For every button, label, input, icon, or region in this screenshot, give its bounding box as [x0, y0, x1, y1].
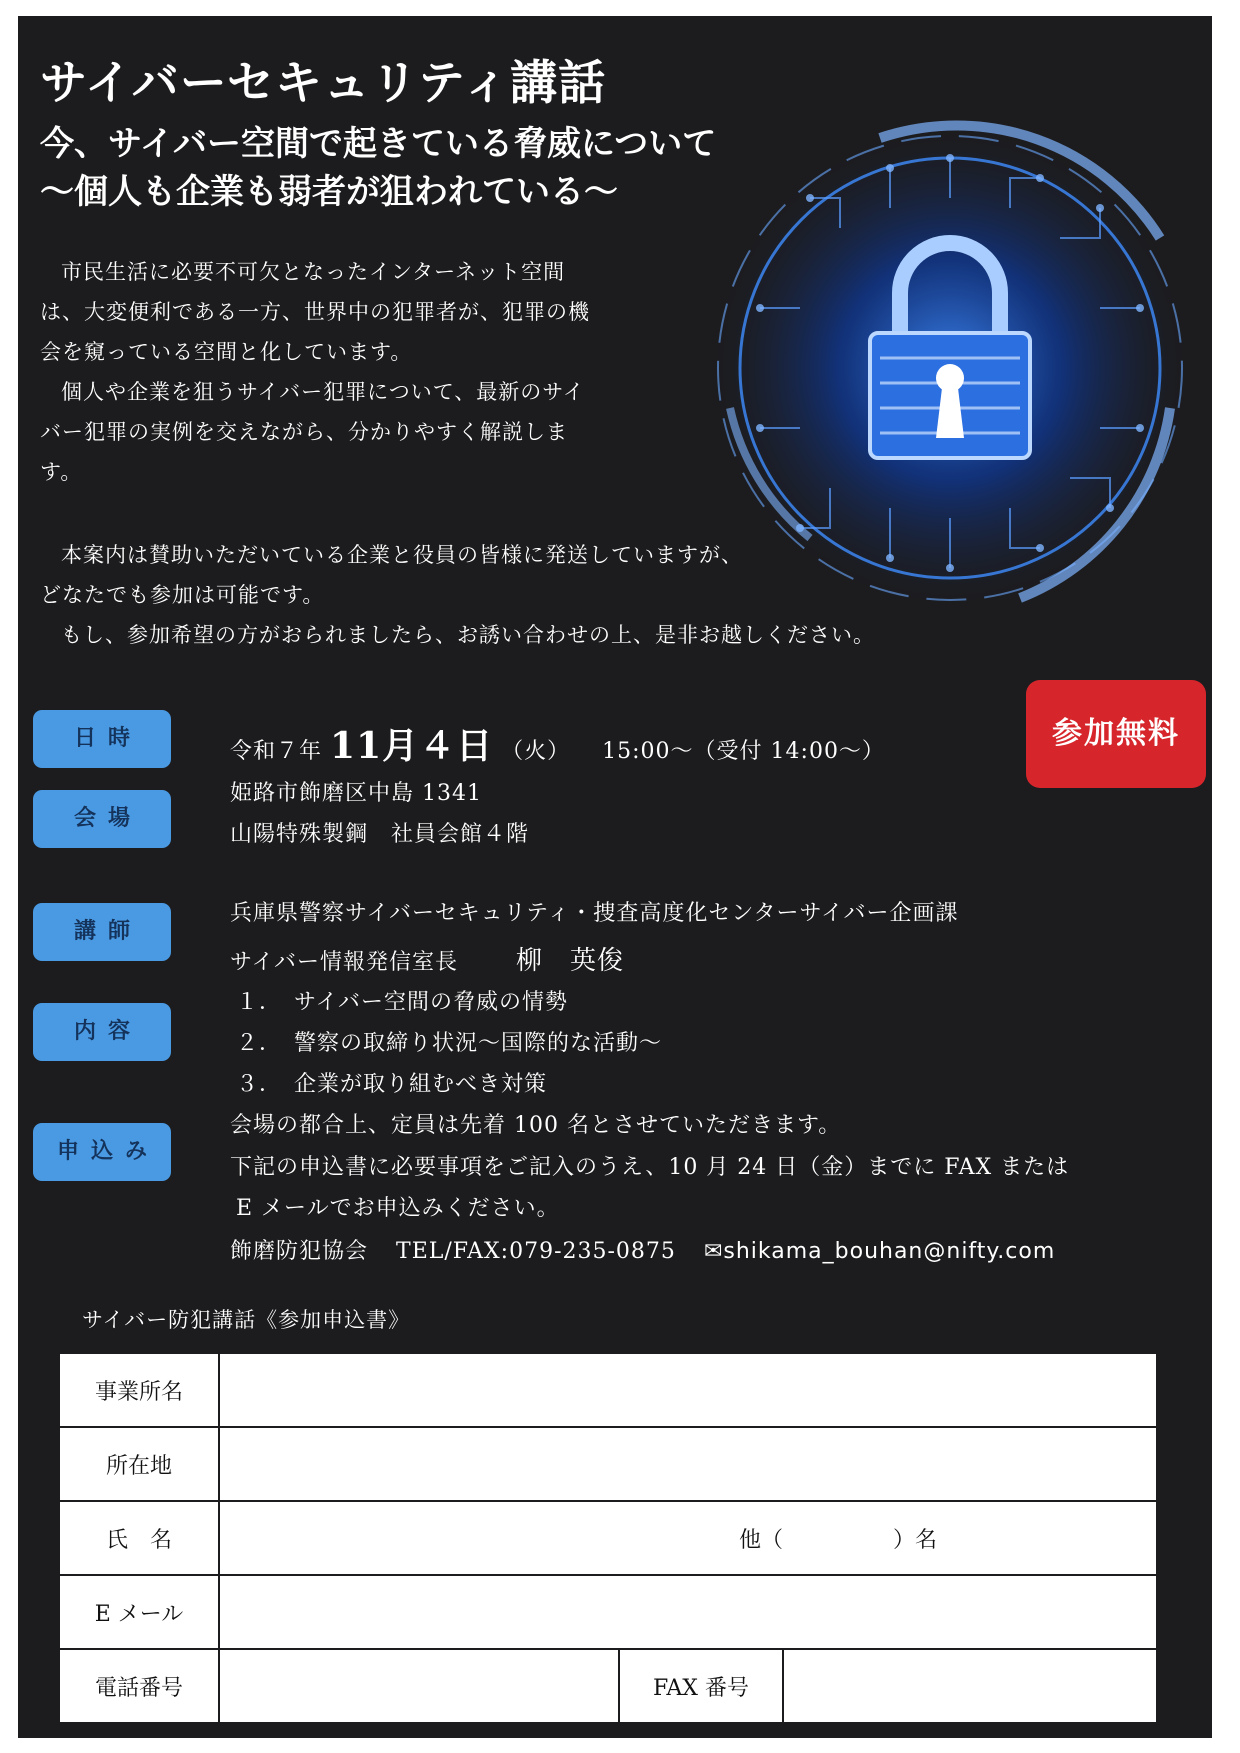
- content-item: １． サイバー空間の脅威の情勢: [236, 990, 569, 1015]
- address-field[interactable]: [219, 1427, 1157, 1501]
- contact-organization: 飾磨防犯協会: [230, 1239, 369, 1264]
- fax-label: FAX 番号: [619, 1649, 783, 1723]
- event-weekday: （火）: [501, 739, 571, 764]
- contact-telfax: TEL/FAX:079-235-0875: [396, 1239, 676, 1264]
- subtitle-line-1: 今、サイバー空間で起きている脅威について: [40, 124, 717, 164]
- notice-text: [40, 535, 990, 655]
- event-datetime: [230, 718, 885, 769]
- name-field[interactable]: [219, 1501, 1157, 1575]
- phone-field[interactable]: [219, 1649, 619, 1723]
- form-row-phone-fax: [59, 1649, 1157, 1723]
- page-title: サイバーセキュリティ講話: [40, 56, 607, 111]
- address-label: 所在地: [59, 1427, 219, 1501]
- venue-building: 山陽特殊製鋼 社員会館４階: [230, 822, 530, 847]
- form-row-address: [59, 1427, 1157, 1501]
- name-label: 氏 名: [59, 1501, 219, 1575]
- event-date: 11月４日: [330, 725, 494, 767]
- intro-paragraph-1: 市民生活に必要不可欠となったインターネット空間は、大変便利である一方、世界中の犯罪者が、犯罪の機会を窺っている空間と化しています。: [40, 260, 590, 364]
- form-row-name: [59, 1501, 1157, 1575]
- company-field[interactable]: [219, 1353, 1157, 1427]
- notice-line-1: 本案内は賛助いただいている企業と役員の皆様に発送していますが、: [61, 543, 743, 567]
- form-caption: サイバー防犯講話《参加申込書》: [82, 1308, 411, 1332]
- apply-contact: [230, 1234, 1055, 1265]
- mail-icon: ✉: [703, 1239, 724, 1264]
- phone-label: 電話番号: [59, 1649, 219, 1723]
- label-content: 内容: [33, 1003, 171, 1061]
- application-form: [58, 1352, 1158, 1724]
- label-venue: 会場: [33, 790, 171, 848]
- apply-instruction-1: 下記の申込書に必要事項をご記入のうえ、10 月 24 日（金）までに FAX または: [230, 1155, 1070, 1180]
- free-admission-badge: 参加無料: [1026, 680, 1206, 788]
- venue-address: 姫路市飾磨区中島 1341: [230, 781, 482, 806]
- content-item: ２． 警察の取締り状況～国際的な活動～: [236, 1031, 663, 1056]
- others-count-text: 他（ ）名: [739, 1527, 938, 1553]
- contact-email[interactable]: shikama_bouhan@nifty.com: [723, 1239, 1056, 1264]
- email-label: E メール: [59, 1575, 219, 1649]
- fax-field[interactable]: [783, 1649, 1157, 1723]
- subtitle: [40, 120, 716, 216]
- era-year: 令和７年: [230, 739, 323, 764]
- form-row-company: [59, 1353, 1157, 1427]
- form-row-email: [59, 1575, 1157, 1649]
- company-label: 事業所名: [59, 1353, 219, 1427]
- speaker-organization: 兵庫県警察サイバーセキュリティ・捜査高度化センターサイバー企画課: [230, 901, 959, 926]
- email-field[interactable]: [219, 1575, 1157, 1649]
- event-time: 15:00～（受付 14:00～）: [602, 739, 885, 764]
- content-item: ３． 企業が取り組むべき対策: [236, 1072, 548, 1097]
- label-speaker: 講師: [33, 903, 171, 961]
- notice-line-2: どなたでも参加は可能です。: [40, 583, 325, 607]
- intro-paragraph-2: 個人や企業を狙うサイバー犯罪について、最新のサイバー犯罪の実例を交えながら、分かりやすく解説します。: [40, 380, 585, 484]
- speaker-name: 柳 英俊: [516, 946, 625, 976]
- notice-line-3: もし、参加希望の方がおられましたら、お誘い合わせの上、是非お越しください。: [61, 623, 875, 647]
- speaker-line: [230, 940, 624, 977]
- speaker-position: サイバー情報発信室長: [230, 950, 459, 975]
- apply-capacity: 会場の都合上、定員は先着 100 名とさせていただきます。: [230, 1113, 842, 1138]
- label-apply: 申込み: [33, 1123, 171, 1181]
- subtitle-line-2: ～個人も企業も弱者が狙われている～: [40, 172, 618, 212]
- label-datetime: 日時: [33, 710, 171, 768]
- intro-text: [40, 252, 605, 492]
- apply-instruction-2: E メールでお申込みください。: [236, 1196, 560, 1221]
